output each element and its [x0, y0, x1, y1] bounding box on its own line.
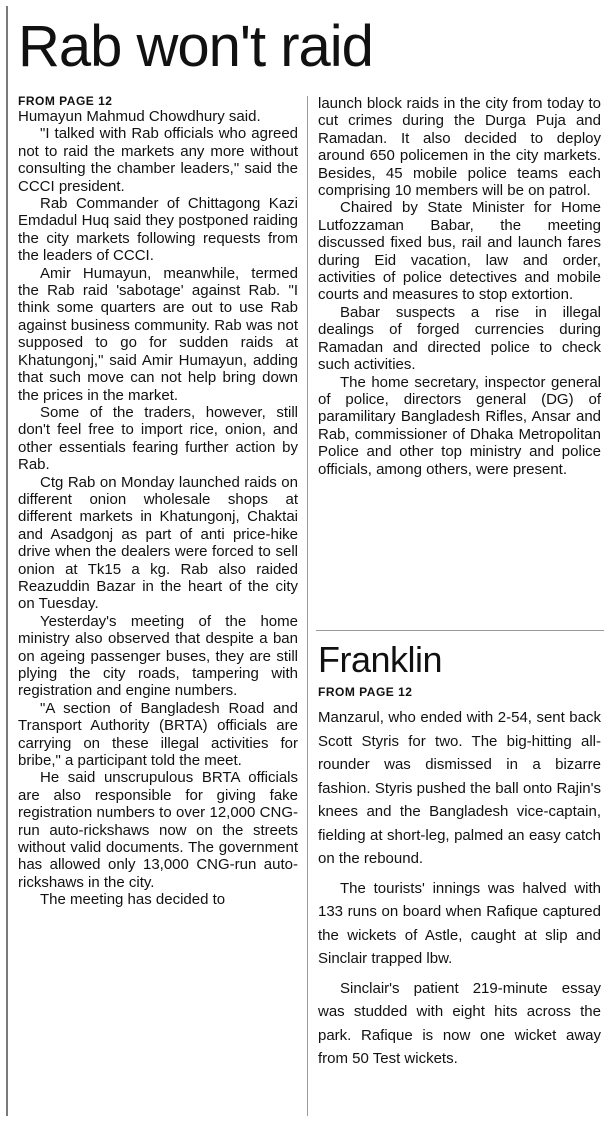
article-paragraph: He said unscrupulous BRTA officials are also responsible for giving fake registration numbers to over 12,000 CNG-run auto-rickshaws now on the streets without valid documents. The government has allowed only 13,000 CNG-run auto-rickshaws in the city.: [18, 769, 298, 891]
article-paragraph: Ctg Rab on Monday launched raids on different onion wholesale shops at different markets in Khatungonj, Chaktai and Asadgonj as part of anti price-hike drive when the dealers were forced to sell onion at Tk15 a kg. Rab also raided Reazuddin Bazar in the heart of the city on Tuesday.: [18, 473, 298, 613]
column-divider: [307, 96, 308, 1116]
article-paragraph: "I talked with Rab officials who agreed not to raid the markets any more without consulting the chamber leaders," said the CCCI president.: [18, 125, 298, 195]
article-paragraph: Some of the traders, however, still don't feel free to import rice, onion, and other essentials fearing further action by Rab.: [18, 403, 298, 474]
story-rab-left-column: [18, 95, 298, 909]
article-paragraph: Humayun Mahmud Chowdhury said.: [18, 108, 261, 125]
story-rab-right-column: [318, 95, 601, 478]
article-paragraph: Babar suspects a rise in illegal dealings of forged currencies during Ramadan and directed police to check such activities.: [318, 303, 601, 374]
article-paragraph: "A section of Bangladesh Road and Transport Authority (BRTA) officials are carrying on these illegal activities for bribe," a participant told the meet.: [18, 699, 298, 770]
story-separator: [316, 630, 604, 631]
article-paragraph: Manzarul, who ended with 2-54, sent back Scott Styris for two. The big-hitting all-rounder was dismissed in a bizarre fashion. Styris pushed the ball onto Rajin's knees and the Bangladesh vice-captain, fielding at short-leg, palmed an easy catch on the rebound.: [318, 709, 601, 867]
story-franklin-kicker: FROM PAGE 12: [318, 685, 413, 699]
left-column-rule: [6, 6, 8, 1116]
article-paragraph: Sinclair's patient 219-minute essay was studded with eight hits across the park. Rafique is now one wicket away from 50 Test wickets.: [318, 979, 601, 1067]
article-paragraph: The meeting has decided to: [40, 891, 226, 909]
article-paragraph: Yesterday's meeting of the home ministry also observed that despite a ban on ageing passenger buses, they are still plying the city roads, tampering with registration and engine numbers.: [18, 612, 298, 700]
story-franklin-column: [318, 706, 601, 1077]
story-rab-kicker: FROM PAGE 12: [18, 94, 113, 108]
franklin-headline: Franklin: [318, 639, 443, 680]
article-paragraph: Chaired by State Minister for Home Lutfozzaman Babar, the meeting discussed fixed bus, rail and launch fares during Eid vacation, law and order, activities of police detectives and mobile courts and measures to stop extortion.: [318, 199, 601, 304]
article-paragraph: Amir Humayun, meanwhile, termed the Rab raid 'sabotage' against Rab. "I think some quarters are out to use Rab against business community. Rab was not supposed to go for sudden raids at Khatungonj," said Amir Humayun, adding that such move can not help bring down the prices in the market.: [18, 264, 298, 404]
main-headline: Rab won't raid: [18, 14, 373, 79]
article-paragraph: The home secretary, inspector general of police, directors general (DG) of paramilitary Bangladesh Rifles, Ansar and Rab, commissioner of Dhaka Metropolitan Police and other top ministry and police officials, among others, were present.: [318, 373, 601, 478]
article-paragraph: The tourists' innings was halved with 133 runs on board when Rafique captured the wickets of Astle, caught at slip and Sinclair trapped lbw.: [318, 879, 601, 967]
article-paragraph: Rab Commander of Chittagong Kazi Emdadul Huq said they postponed raiding the city markets following requests from the leaders of CCCI.: [18, 195, 298, 265]
article-paragraph: launch block raids in the city from today to cut crimes during the Durga Puja and Ramadan. It also decided to deploy around 650 policemen in the city markets. Besides, 45 mobile police teams each comprising 10 members will be on patrol.: [318, 95, 601, 200]
